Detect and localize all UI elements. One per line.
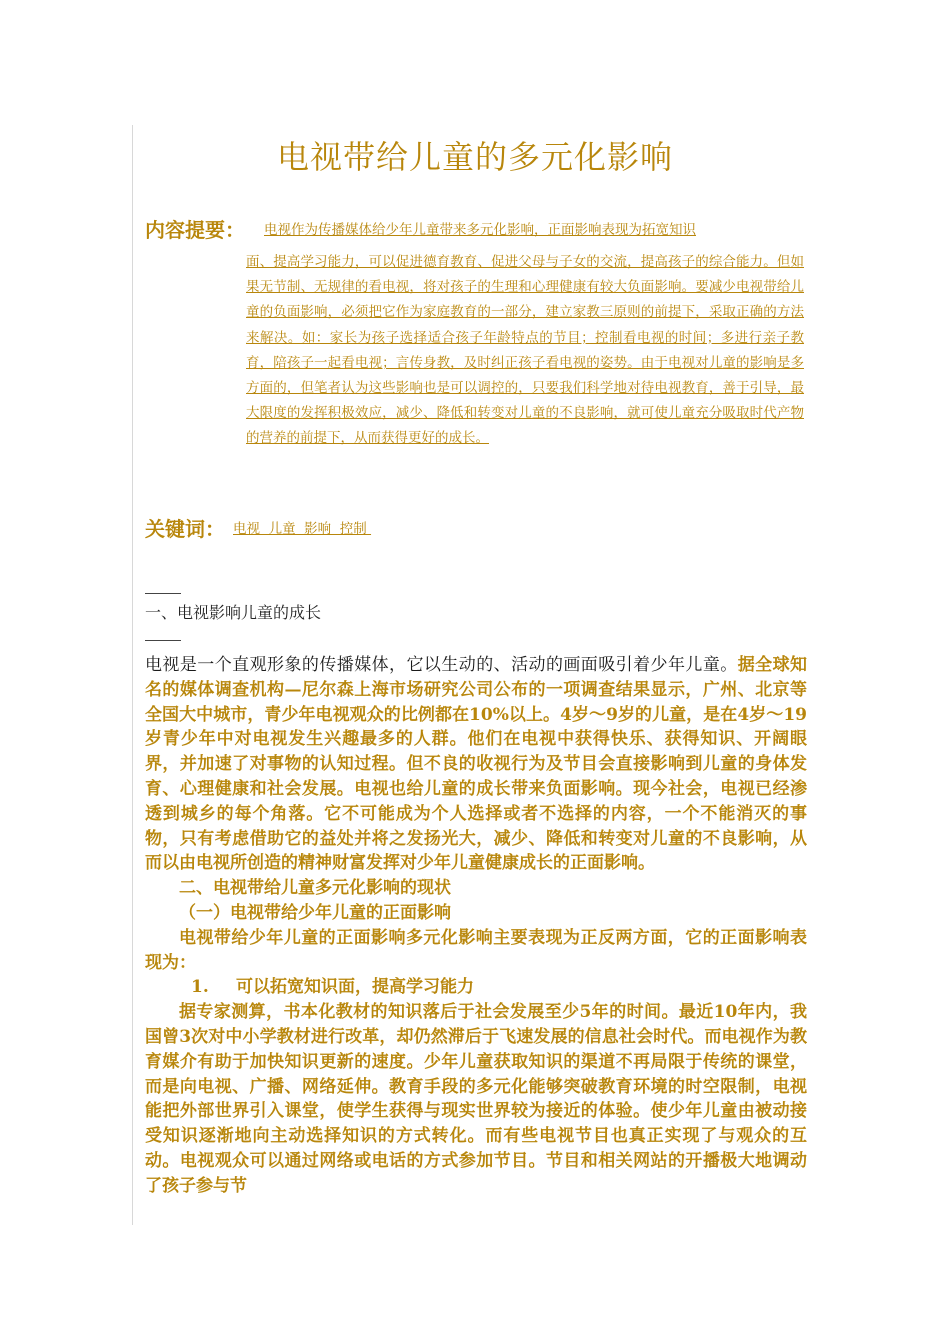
paragraph: 据专家测算，书本化教材的知识落后于社会发展至少5年的时间。最近10年内，我国曾3次对中小学教材进行改革，却仍然滞后于飞速发展的信息社会时代。而电视作为教育媒介有助于加快知识更新的速度。少年儿童获取知识的渠道不再局限于传统的课堂，而是向电视、广播、网络延伸。教育手段的多元化能够突破教育环境的时空限制，电视能把外部世界引入课堂，使学生获得与现实世界较为接近的体验。使少年儿童由被动接受知识逐渐地向主动选择知识的方式转化。而有些电视节目也真正实现了与观众的互动。电视观众可以通过网络或电话的方式参加节目。节目和相关网站的开播极大地调动了孩子参与节 bbox=[145, 1002, 807, 1196]
body-text bbox=[145, 653, 807, 1199]
subsection-heading: （一）电视带给少年儿童的正面影响 bbox=[179, 902, 451, 923]
paragraph-body: 据全球知名的媒体调查机构—尼尔森上海市场研究公司公布的一项调查结果显示，广州、北京等全国大中城市，青少年电视观众的比例都在10%以上。4岁～9岁的儿童，是在4岁～19岁青少年中对电视发生兴趣最多的人群。他们在电视中获得快乐、获得知识、开阔眼界，并加速了对事物的认知过程。但不良的收视行为及节目会直接影响到儿童的身体发育、心理健康和社会发展。电视也给儿童的成长带来负面影响。现今社会，电视已经渗透到城乡的每个角落。它不可能成为个人选择或者不选择的内容，一个不能消灭的事物，只有考虑借助它的益处并将之发扬光大，减少、降低和转变对儿童的不良影响，从而以由电视所创造的精神财富发挥对少年儿童健康成长的正面影响。 bbox=[145, 655, 808, 874]
keywords-list: 电视 儿童 影响 控制 bbox=[233, 521, 372, 537]
paragraph bbox=[145, 653, 807, 876]
numbered-item bbox=[145, 975, 807, 1000]
paragraph-lead: 电视是一个直观形象的传播媒体，它以生动的、活动的画面吸引着少年儿童。 bbox=[145, 655, 738, 675]
keywords-label: 关键词： bbox=[145, 517, 225, 541]
abstract-first-line: 电视作为传播媒体给少年儿童带来多元化影响，正面影响表现为拓宽知识 bbox=[264, 222, 696, 238]
short-rule bbox=[145, 640, 181, 641]
abstract-label: 内容提要： bbox=[145, 218, 245, 242]
item-text: 可以拓宽知识面，提高学习能力 bbox=[236, 977, 474, 998]
section-heading-2: 二、电视带给儿童多元化影响的现状 bbox=[179, 878, 451, 899]
document-title: 电视带给儿童的多元化影响 bbox=[276, 138, 673, 176]
page-margin-line bbox=[132, 125, 133, 1225]
abstract-body: 面、提高学习能力，可以促进德育教育、促进父母与子女的交流，提高孩子的综合能力。但如果无节制、无规律的看电视，将对孩子的生理和心理健康有较大负面影响。要减少电视带给儿童的负面影响，必须把它作为家庭教育的一部分，建立家教三原则的前提下，采取正确的方法来解决。如：家长为孩子选择适合孩子年龄特点的节目；控制看电视的时间；多进行亲子教育，陪孩子一起看电视；言传身教，及时纠正孩子看电视的姿势。由于电视对儿童的影响是多方面的，但笔者认为这些影响也是可以调控的，只要我们科学地对待电视教育，善于引导，最大限度的发挥积极效应，减少、降低和转变对儿童的不良影响，就可使儿童充分吸取时代产物的营养的前提下，从而获得更好的成长。 bbox=[246, 254, 804, 447]
paragraph: 电视带给少年儿童的正面影响多元化影响主要表现为正反两方面，它的正面影响表现为： bbox=[145, 927, 807, 973]
item-number: 1. bbox=[191, 977, 209, 998]
short-rule bbox=[145, 593, 181, 594]
section-heading-1: 一、电视影响儿童的成长 bbox=[145, 603, 322, 622]
